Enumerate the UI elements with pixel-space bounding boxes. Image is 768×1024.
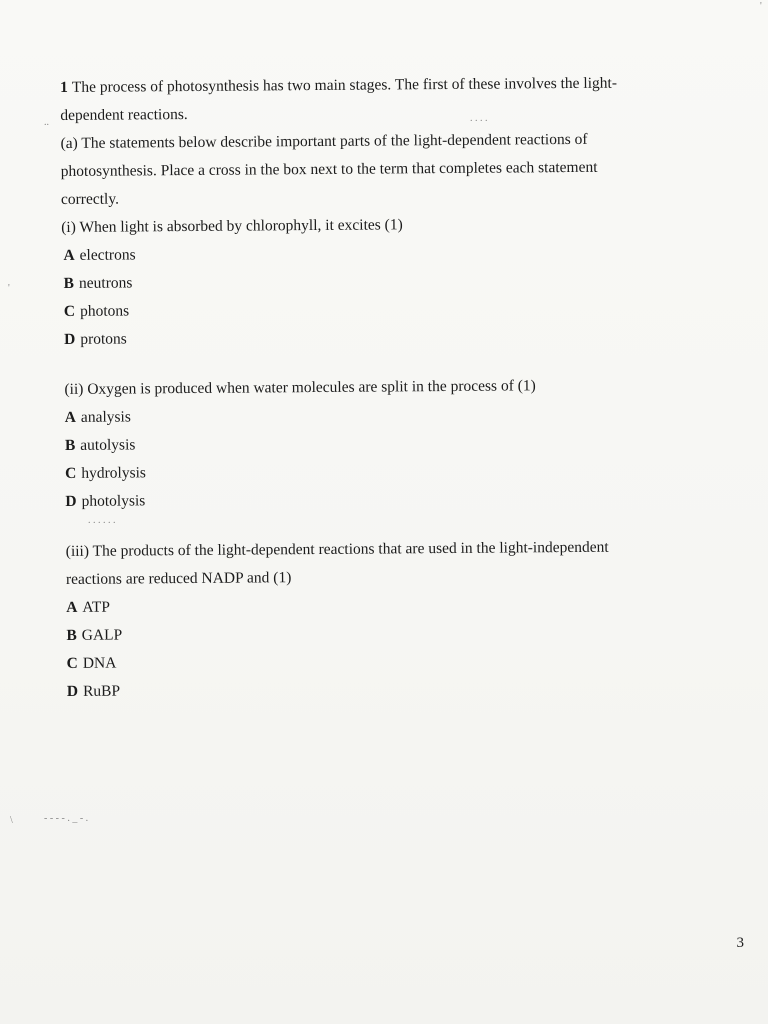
scan-speck: - - - - . _ - . <box>44 813 89 824</box>
sub-question-ii <box>62 371 703 516</box>
option-letter: D <box>66 682 79 700</box>
page-number: 3 <box>736 935 744 951</box>
scan-speck: . . . . . . <box>88 515 116 526</box>
sub-question-prompt: (iii) The products of the light-dependent reactions that are used in the light-independent <box>65 538 609 560</box>
question-intro-text-1: The process of photosynthesis has two main stages. The first of these involves the light- <box>71 74 618 96</box>
option-text: GALP <box>81 626 123 644</box>
option-text: photolysis <box>81 492 146 510</box>
question-intro-line-2: dependent reactions. <box>60 105 188 124</box>
option-text: ATP <box>82 598 111 616</box>
option-text: neutrons <box>78 274 133 292</box>
scan-speck: .. <box>44 117 49 128</box>
answer-option-d[interactable] <box>65 673 705 706</box>
option-text: RuBP <box>82 682 121 700</box>
question-content <box>60 69 705 706</box>
option-text: hydrolysis <box>81 464 146 482</box>
option-letter: C <box>66 654 78 672</box>
sub-question-prompt-line-2: reactions are reduced NADP and (1) <box>65 569 292 588</box>
part-a-line-3: correctly. <box>60 190 120 208</box>
scan-speck: \ <box>10 815 13 826</box>
question-intro-line-1 <box>60 69 700 102</box>
option-letter: A <box>64 408 76 426</box>
option-letter: B <box>64 436 76 454</box>
option-letter: D <box>64 330 76 348</box>
scan-speck: ' <box>8 283 10 294</box>
option-text: electrons <box>79 246 136 264</box>
option-letter: D <box>65 492 77 510</box>
option-letter: B <box>66 626 77 644</box>
sub-question-iii <box>64 533 705 706</box>
option-text: DNA <box>82 654 117 672</box>
scan-speck: ' <box>760 1 762 12</box>
scan-speck: . . . . <box>470 113 488 124</box>
sub-question-i <box>61 209 702 354</box>
part-a-line-2: photosynthesis. Place a cross in the box next to the term that completes each statement <box>60 158 598 180</box>
option-letter: B <box>63 274 75 292</box>
option-letter: A <box>66 598 78 616</box>
option-text: protons <box>80 330 127 348</box>
option-letter: A <box>63 246 75 264</box>
question-number: 1 <box>60 78 68 96</box>
option-text: analysis <box>80 408 131 426</box>
option-text: autolysis <box>80 436 136 454</box>
sub-question-prompt: (ii) Oxygen is produced when water molecules are split in the process of (1) <box>64 377 536 398</box>
part-a-line-1: (a) The statements below describe important parts of the light-dependent reactions of <box>60 130 588 152</box>
sub-question-prompt: (i) When light is absorbed by chlorophyll, it excites (1) <box>61 216 403 236</box>
option-text: photons <box>80 302 130 320</box>
option-letter: C <box>63 302 76 320</box>
option-letter: C <box>65 464 77 482</box>
